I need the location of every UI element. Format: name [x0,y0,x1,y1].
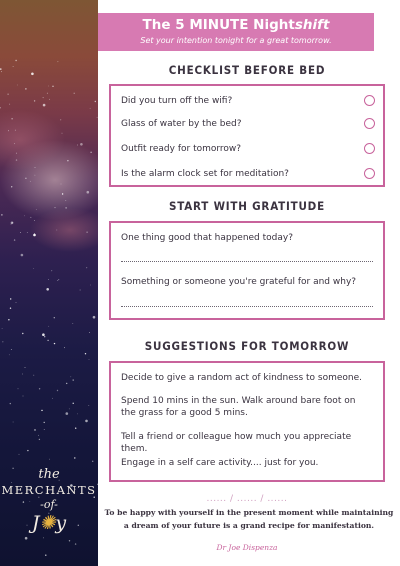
suggestion-item: Tell a friend or colleague how much you appreciate them. [121,432,352,454]
star [73,403,74,404]
star [73,379,74,380]
star [9,104,10,105]
merchants-of-joy-logo [0,468,98,534]
star [1,214,2,215]
star [11,118,12,119]
star [18,388,19,389]
write-line[interactable] [121,261,373,262]
star [58,61,59,62]
star [57,390,58,391]
star [55,207,56,208]
star [33,268,34,269]
star [56,230,57,231]
star [54,317,55,318]
checklist-box [109,84,385,187]
star [86,267,87,268]
checklist-item [121,117,375,131]
logo-text-the: the [38,467,60,482]
gratitude-prompt: Something or someone you're grateful for and why? [121,277,357,287]
star [72,323,73,324]
star [74,457,75,458]
date-line[interactable]: ...... / ...... / ...... [206,494,288,504]
star [77,145,78,146]
star [23,396,24,397]
star [33,234,36,237]
star [74,93,75,94]
star [10,403,11,404]
suggestions-title: SUGGESTIONS FOR TOMORROW [144,339,350,353]
star [88,405,89,406]
checklist-item [121,142,375,156]
star [30,181,31,182]
suggestion-item: Decide to give a random act of kindness to someone. [121,373,363,383]
star [44,422,45,423]
star [14,143,15,144]
star [43,538,44,539]
star [77,414,78,415]
star [10,308,11,309]
star [25,88,26,89]
star [45,555,46,556]
star [2,328,3,329]
star [22,374,23,375]
checkbox-circle[interactable] [364,143,375,154]
star [89,332,90,333]
star [46,288,49,291]
star [13,422,14,423]
star [62,193,63,194]
star [47,340,48,341]
checklist-item-label: Did you turn off the wifi? [121,96,233,106]
star [19,454,20,455]
checklist-title: CHECKLIST BEFORE BED [168,63,326,77]
page-header [98,13,374,51]
star [22,333,23,334]
star [93,316,96,319]
logo-text-of: -of- [40,498,58,511]
star [64,347,65,348]
star [90,152,91,153]
star [3,342,4,343]
star [75,543,76,544]
star [66,412,69,415]
star [97,117,98,118]
star [43,97,44,98]
star [44,429,45,430]
star [11,349,12,350]
star [41,410,42,411]
star [38,435,39,436]
page-title: The 5 MINUTE Nightshift [142,17,330,33]
star [61,184,62,185]
page-subtitle: Set your intention tonight for a great tomorrow. [140,36,332,45]
quote-author: Dr Joe Dispenza [216,543,278,552]
sun-icon: ✺ [39,512,56,534]
star [48,279,49,280]
star [90,108,91,109]
star [17,85,18,86]
star [80,290,81,291]
star [80,143,83,146]
star [12,222,13,223]
star [16,159,17,160]
star [7,94,8,95]
checklist-item [121,167,375,181]
star [67,160,68,161]
star [66,383,67,384]
star [87,191,90,194]
suggestion-item: Engage in a self care activity.... just for you. [121,458,319,468]
star [62,133,63,134]
star [58,279,59,280]
checklist-item [121,94,375,108]
star [52,86,53,87]
logo-text-joy: J✺y [31,512,67,534]
star [42,333,45,336]
star [33,375,34,376]
star [69,540,70,541]
star [39,439,40,440]
star [15,130,16,131]
star [21,254,24,257]
star [48,86,49,87]
star [95,101,96,102]
star [47,93,48,94]
star [51,270,52,271]
star [27,232,28,233]
checklist-item-label: Glass of water by the bed? [121,119,242,129]
suggestions-box [109,361,385,482]
star [90,285,91,286]
star [9,354,10,355]
star [8,130,9,131]
star [48,326,49,327]
star [85,420,88,423]
star [85,353,86,354]
star [31,217,32,218]
star [34,429,35,430]
star [0,108,1,109]
star [65,207,66,208]
gratitude-box [109,221,385,320]
star [1,71,2,72]
star [20,232,21,233]
star [34,233,35,234]
star [16,302,17,303]
star [25,537,28,540]
night-sky-panel [0,0,98,566]
star [8,319,9,320]
star [54,343,55,344]
checkbox-circle[interactable] [364,95,375,106]
star [25,178,26,179]
star [35,167,36,168]
star [65,200,66,201]
star [36,209,37,210]
logo-text-merchants: MERCHANTS [1,483,97,497]
star [16,153,17,154]
star [49,99,50,100]
star [14,239,15,240]
star [49,459,50,460]
star [89,359,90,360]
write-line[interactable] [121,306,373,307]
star [10,298,11,299]
star [92,461,93,462]
star [69,409,70,410]
star [0,68,1,69]
star [31,73,34,76]
star [75,428,76,429]
star [13,66,14,67]
star [34,220,35,221]
star [86,232,87,233]
star [35,175,36,176]
gratitude-prompt: One thing good that happened today? [121,233,293,243]
star [52,398,53,399]
star [27,450,28,451]
star [24,215,25,216]
star [34,100,35,101]
star [11,224,12,225]
star [11,186,12,187]
star [60,120,61,121]
suggestion-item: Spend 10 mins in the sun. Walk around bare foot on the grass for a good 5 mins. [121,396,356,418]
star [57,280,58,281]
star [70,376,71,377]
gratitude-title: START WITH GRATITUDE [169,199,325,213]
checkbox-circle[interactable] [364,118,375,129]
checkbox-circle[interactable] [364,168,375,179]
star [25,367,26,368]
quote-text: To be happy with yourself in the present moment while maintaining a dream of your future is a grand recipe for manifestation. [104,508,394,530]
star [44,336,45,337]
star [43,104,46,107]
checklist-item-label: Is the alarm clock set for meditation? [121,169,289,179]
star [39,388,40,389]
checklist-item-label: Outfit ready for tomorrow? [121,144,242,154]
star [15,60,16,61]
